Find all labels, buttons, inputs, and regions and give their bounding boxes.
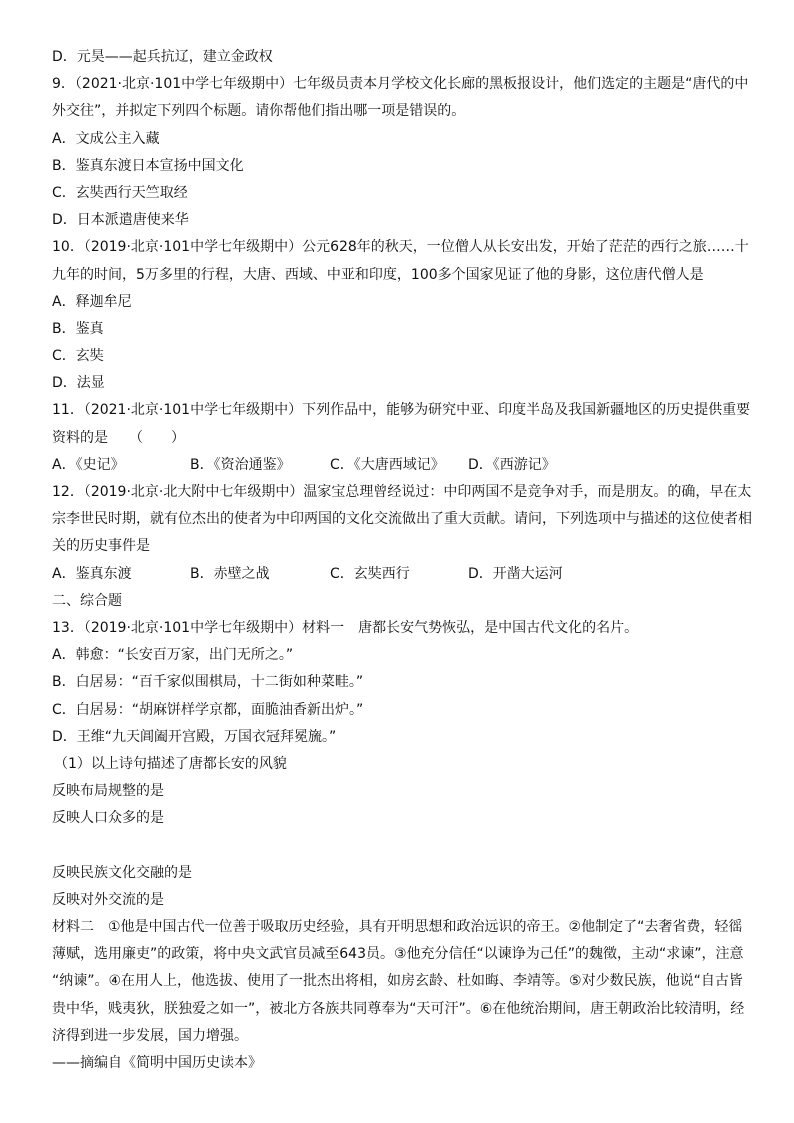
q13-prompt-ethnic-fusion: 反映民族文化交融的是 [52, 864, 192, 881]
q11-options [52, 452, 752, 479]
q11-option-a: A．《史记》 [52, 456, 125, 473]
q9-option-c: C．玄奘西行天竺取经 [52, 184, 188, 201]
q11-stem-line1: 11．（2021·北京·101中学七年级期中）下列作品中，能够为研究中亚、印度半岛及我国新疆地区的历史提供重要 [52, 402, 751, 419]
q11-option-d: D．《西游记》 [468, 456, 556, 473]
q11-option-b: B．《资治通鉴》 [190, 456, 291, 473]
q13-poem-c: C．白居易：“胡麻饼样学京都，面脆油香新出炉。” [52, 701, 364, 718]
q9-stem-line1: 9．（2021·北京·101中学七年级期中）七年级员责本月学校文化长廊的黑板报设计，他们选定的主题是“唐代的中 [52, 76, 749, 93]
q9-option-a: A．文成公主入藏 [52, 130, 160, 147]
q13-prompt-layout: 反映布局规整的是 [52, 783, 164, 800]
q12-stem-line1: 12．（2019·北京·北大附中七年级期中）温家宝总理曾经说过：中印两国不是竞争对手，而是朋友。的确，早在太 [52, 484, 752, 500]
q12-option-c: C．玄奘西行 [330, 565, 410, 582]
q12-stem-line3: 关的历史事件是 [52, 538, 150, 555]
q9-stem-line2: 外交往”，并拟定下列四个标题。请你帮他们指出哪一项是错误的。 [52, 103, 466, 120]
material-two-line2: 薄赋，选用廉吏”的政策，将中央文武官员减至643员。③他充分信任“以谏诤为己任”的魏徵，主动“求谏”，注意 [52, 946, 744, 963]
q12-option-d: D．开凿大运河 [468, 565, 563, 582]
q13-prompt-foreign-exchange: 反映对外交流的是 [52, 891, 164, 908]
q10-stem-line1: 10．（2019·北京·101中学七年级期中）公元628年的秋天，一位僧人从长安出发，开始了茫茫的西行之旅……十 [52, 239, 749, 256]
material-two-line4: 贵中华，贱夷狄，朕独爱之如一”，被北方各族共同尊奉为“天可汗”。⑥在他统治期间，唐王朝政治比较清明，经 [52, 1000, 745, 1017]
document-page [52, 44, 752, 1077]
q13-poem-b: B．白居易：“百千家似围棋局，十二街如种菜畦。” [52, 674, 364, 691]
q12-option-a: A．鉴真东渡 [52, 565, 132, 582]
q9-option-d: D．日本派遣唐使来华 [52, 212, 189, 229]
q13-prompt-population: 反映人口众多的是 [52, 810, 164, 827]
q11-stem-line2: 资料的是 （ ） [52, 429, 185, 446]
q12-option-b: B．赤壁之战 [190, 565, 270, 582]
q13-poem-d: D．王维“九天阊阖开宫殿，万国衣冠拜冕旒。” [52, 728, 337, 745]
section-heading: 二、综合题 [52, 592, 122, 609]
blank-line [52, 832, 752, 859]
q10-option-d: D．法显 [52, 375, 105, 392]
q12-options [52, 561, 752, 588]
q13-stem: 13．（2019·北京·101中学七年级期中）材料一 唐都长安气势恢弘，是中国古代文化的名片。 [52, 619, 639, 636]
q8-option-d: D．元昊——起兵抗辽，建立金政权 [52, 49, 273, 65]
q13-subquestion-1: （1）以上诗句描述了唐都长安的风貌 [54, 755, 287, 772]
q12-stem-line2: 宗李世民时期，就有位杰出的使者为中印两国的文化交流做出了重大贡献。请问，下列选项中与描述的这位使者相 [52, 511, 752, 528]
material-two-source: ——摘编自《简明中国历史读本》 [52, 1054, 262, 1071]
material-two-line1: 材料二 ①他是中国古代一位善于吸取历史经验，具有开明思想和政治远识的帝王。②他制定了“去奢省费，轻徭 [52, 919, 743, 935]
material-two-line5: 济得到进一步发展，国力增强。 [52, 1027, 248, 1044]
q13-poem-a: A．韩愈：“长安百万家，出门无所之。” [52, 647, 294, 664]
q10-stem-line2: 九年的时间，5万多里的行程，大唐、西域、中亚和印度，100多个国家见证了他的身影，这位唐代僧人是 [52, 266, 704, 283]
material-two-line3: “纳谏”。④在用人上，他选拔、使用了一批杰出将相，如房玄龄、杜如晦、李靖等。⑤对少数民族，他说“自古皆 [52, 973, 743, 990]
q10-option-b: B．鉴真 [52, 320, 104, 337]
q9-option-b: B．鉴真东渡日本宣扬中国文化 [52, 157, 244, 174]
q10-option-a: A．释迦牟尼 [52, 293, 132, 310]
q10-option-c: C．玄奘 [52, 348, 104, 365]
q11-option-c: C．《大唐西域记》 [330, 456, 445, 473]
